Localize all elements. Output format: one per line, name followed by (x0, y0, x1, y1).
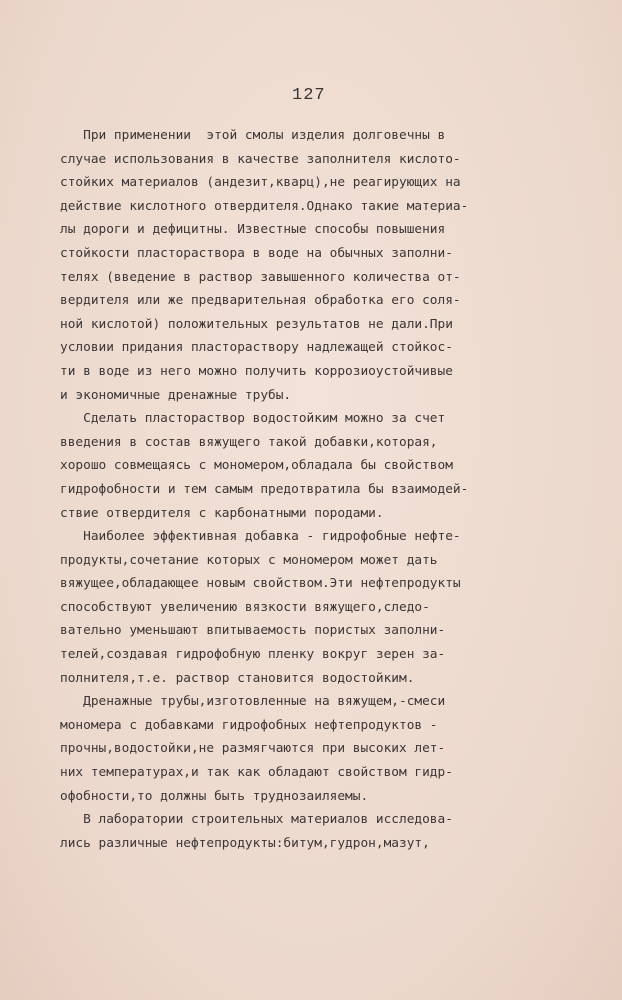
text-line: Сделать пластораствор водостойким можно за счет (60, 411, 446, 427)
text-line: вердителя или же предварительная обработка его соля- (60, 293, 461, 309)
text-line: лись различные нефтепродукты:битум,гудрон,мазут, (60, 835, 430, 851)
text-line: офобности,то должны быть труднозаиляемы. (60, 788, 369, 804)
text-line: продукты,сочетание которых с мономером может дать (60, 552, 438, 568)
text-line: случае использования в качестве заполнителя кислото- (60, 151, 461, 167)
text-line: ти в воде из него можно получить коррозиоустойчивые (60, 363, 453, 379)
text-line: действие кислотного отвердителя.Однако такие материа- (60, 198, 469, 214)
text-line: ствие отвердителя с карбонатными породами. (60, 505, 384, 521)
text-line: введения в состав вяжущего такой добавки,которая, (60, 434, 438, 450)
text-line: полнителя,т.е. раствор становится водостойким. (60, 670, 415, 686)
text-line: прочны,водостойки,не размягчаются при высоких лет- (60, 741, 446, 757)
text-line: телей,создавая гидрофобную пленку вокруг зерен за- (60, 647, 446, 663)
text-line: лы дороги и дефицитны. Известные способы повышения (60, 222, 446, 238)
text-line: стойкости пластораствора в воде на обычных заполни- (60, 245, 453, 261)
text-line: и экономичные дренажные трубы. (60, 387, 292, 403)
text-line: В лаборатории строительных материалов исследова- (60, 812, 453, 828)
text-line: Дренажные трубы,изготовленные на вяжущем,-смеси (60, 694, 446, 710)
text-line: телях (введение в раствор завышенного количества от- (60, 269, 461, 285)
text-line: вательно уменьшают впитываемость пористых заполни- (60, 623, 446, 639)
text-line: них температурах,и так как обладают свойством гидр- (60, 765, 453, 781)
text-line: способствуют увеличению вязкости вяжущего,следо- (60, 599, 430, 615)
body-text (60, 124, 560, 855)
text-line: стойких материалов (андезит,кварц),не реагирующих на (60, 175, 461, 191)
text-line: При применении этой смолы изделия долговечны в (60, 128, 446, 143)
text-line: хорошо совмещаясь с мономером,обладала бы свойством (60, 458, 453, 474)
text-line: условии придания пластораствору надлежащей стойкос- (60, 340, 453, 356)
text-line: мономера с добавками гидрофобных нефтепродуктов - (60, 717, 438, 733)
text-line: Наиболее эффективная добавка - гидрофобные нефте- (60, 529, 461, 545)
text-line: гидрофобности и тем самым предотвратила бы взаимодей- (60, 481, 469, 497)
page-number: 127 (292, 86, 326, 105)
text-line: вяжущее,обладающее новым свойством.Эти нефтепродукты (60, 576, 461, 592)
text-line: ной кислотой) положительных результатов не дали.При (60, 316, 453, 332)
